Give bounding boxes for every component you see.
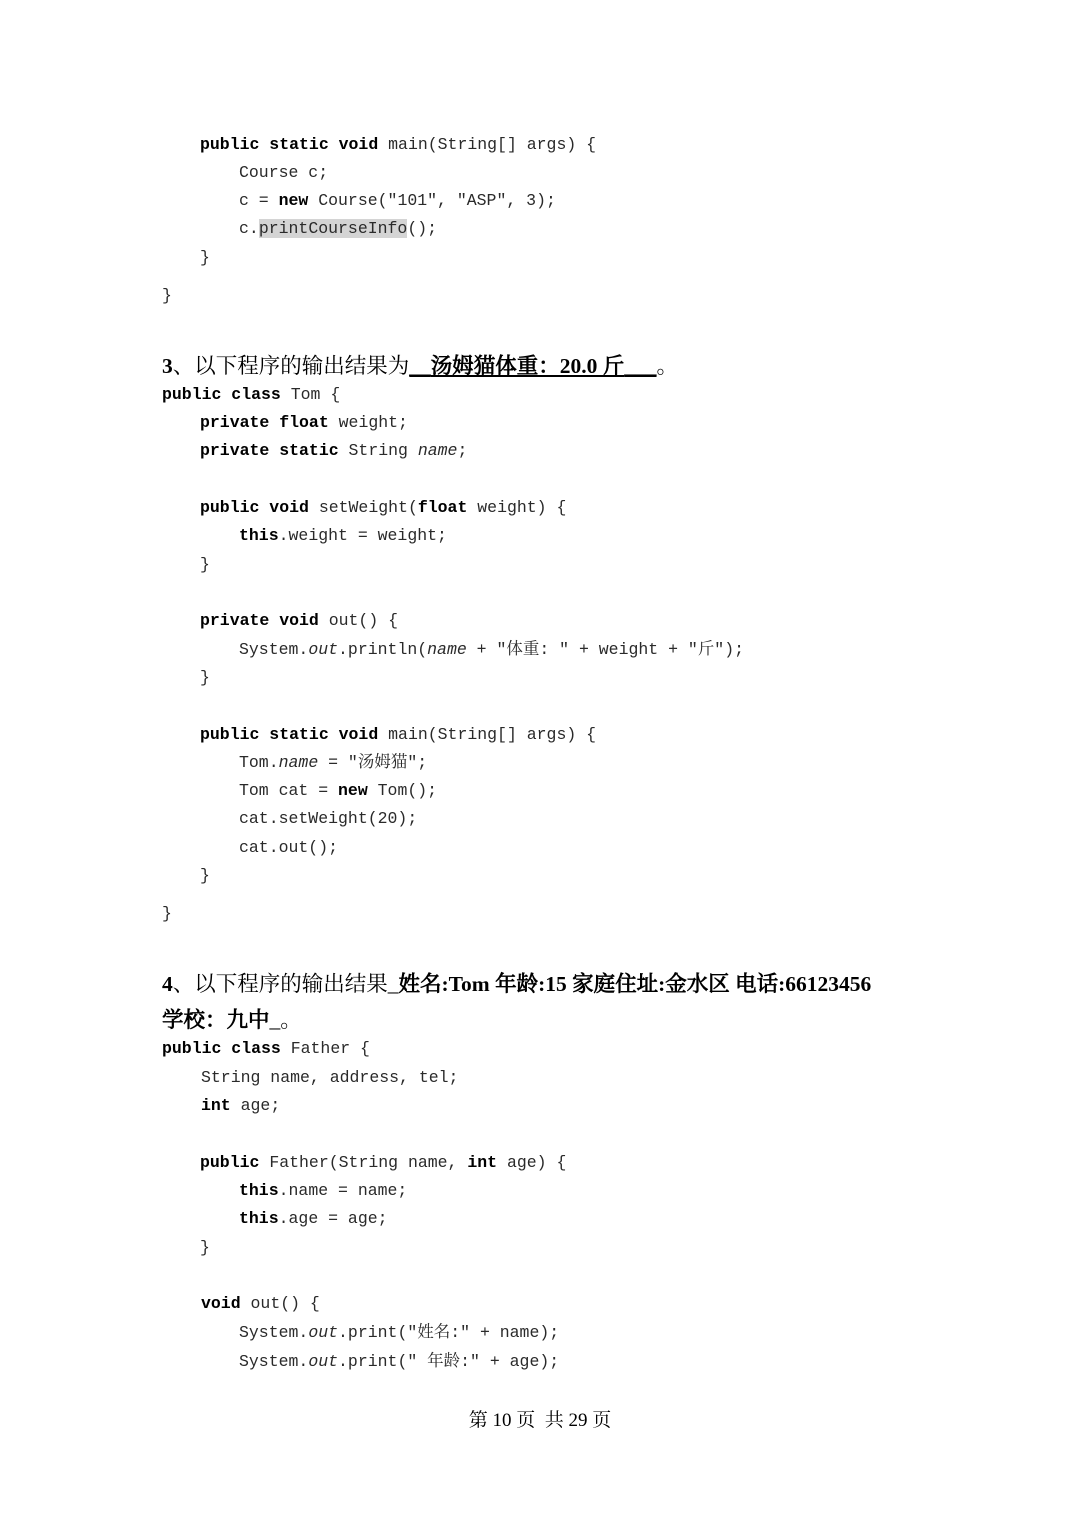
- code-text: System.: [239, 640, 309, 659]
- code-text: .print("姓名:" + name);: [338, 1323, 560, 1342]
- code-text: .name = name;: [278, 1181, 408, 1200]
- code-text: System.: [239, 1323, 309, 1342]
- answer-blank: ___: [624, 354, 657, 378]
- code-keyword: private float: [200, 413, 329, 432]
- code-text: Course c;: [239, 163, 329, 182]
- code-text: ;: [457, 441, 468, 460]
- code-keyword: int: [467, 1153, 498, 1172]
- code-line: [200, 135, 596, 155]
- code-text: weight) {: [467, 498, 567, 517]
- question-number: 3: [162, 354, 173, 378]
- code-text: .age = age;: [278, 1209, 388, 1228]
- code-keyword: void: [201, 1294, 241, 1313]
- code-line: [239, 1209, 388, 1229]
- question-3-heading: [162, 352, 678, 380]
- code-line: [162, 385, 340, 405]
- code-text: main(String[] args) {: [378, 725, 597, 744]
- code-line: [239, 1352, 559, 1372]
- code-text: ();: [407, 219, 438, 238]
- code-line: [239, 1323, 559, 1343]
- code-line: [239, 219, 437, 239]
- code-line: [200, 441, 467, 461]
- code-static-field: out: [308, 1323, 339, 1342]
- code-text: Tom {: [280, 385, 341, 404]
- code-keyword: public static void: [200, 725, 379, 744]
- code-text: c =: [239, 191, 279, 210]
- code-line: [200, 725, 596, 745]
- code-text: weight;: [328, 413, 408, 432]
- code-line: [200, 611, 398, 631]
- code-text: + "体重: " + weight + "斤");: [466, 640, 745, 659]
- code-line: [239, 1181, 407, 1201]
- code-keyword: new: [338, 781, 368, 800]
- code-static-field: out: [308, 640, 339, 659]
- code-keyword: public: [200, 1153, 260, 1172]
- code-line: [200, 1238, 210, 1258]
- code-text: }: [200, 866, 210, 885]
- code-text: out() {: [240, 1294, 320, 1313]
- code-text: Tom cat =: [239, 781, 339, 800]
- code-line: [162, 1039, 370, 1059]
- code-keyword: public class: [162, 1039, 281, 1058]
- code-keyword: public class: [162, 385, 281, 404]
- code-static-field: name: [417, 441, 458, 460]
- code-line: [200, 248, 210, 268]
- code-text: String name, address, tel;: [201, 1068, 459, 1087]
- code-line: [239, 526, 447, 546]
- question-answer: 汤姆猫体重：20.0 斤: [430, 354, 625, 378]
- code-line: [239, 781, 437, 801]
- code-line: [162, 286, 172, 306]
- code-text: age;: [230, 1096, 281, 1115]
- code-highlight: printCourseInfo: [258, 219, 408, 238]
- code-line: [200, 555, 210, 575]
- code-line: [239, 809, 417, 829]
- code-text: Father {: [280, 1039, 370, 1058]
- code-line: [201, 1096, 280, 1116]
- code-text: Tom.: [239, 753, 279, 772]
- code-text: }: [200, 1238, 210, 1257]
- code-line: [200, 866, 210, 886]
- code-static-field: name: [427, 640, 467, 659]
- code-text: .print(" 年龄:" + age);: [338, 1352, 560, 1371]
- code-keyword: public void: [200, 498, 309, 517]
- code-keyword: this: [239, 1209, 279, 1228]
- code-keyword: float: [417, 498, 468, 517]
- question-4-heading: [162, 970, 871, 998]
- code-line: [201, 1068, 458, 1088]
- code-line: [200, 1153, 566, 1173]
- code-line: [239, 838, 338, 858]
- question-answer: 姓名:Tom 年龄:15 家庭住址:金水区 电话:66123456: [398, 972, 872, 996]
- code-text: .weight = weight;: [278, 526, 447, 545]
- code-keyword: private void: [200, 611, 319, 630]
- question-suffix: 。: [280, 1008, 302, 1032]
- code-line: [239, 640, 744, 660]
- page-footer: 第 10 页 共 29 页: [468, 1410, 612, 1431]
- code-line: [200, 498, 566, 518]
- code-keyword: this: [239, 1181, 279, 1200]
- code-line: [239, 191, 556, 211]
- code-line: [239, 163, 328, 183]
- code-text: cat.out();: [239, 838, 339, 857]
- answer-blank: _: [269, 1008, 281, 1032]
- code-text: .println(: [338, 640, 428, 659]
- code-line: [200, 413, 408, 433]
- code-keyword: private static: [200, 441, 339, 460]
- code-static-field: out: [308, 1352, 339, 1371]
- code-text: = "汤姆猫";: [318, 753, 428, 772]
- code-text: age) {: [497, 1153, 567, 1172]
- code-keyword: int: [201, 1096, 231, 1115]
- code-line: [162, 904, 172, 924]
- question-prefix: 、以下程序的输出结果_: [172, 972, 399, 996]
- code-text: Course("101", "ASP", 3);: [308, 191, 556, 210]
- code-text: }: [200, 248, 210, 267]
- code-static-field: name: [278, 753, 319, 772]
- code-text: String: [338, 441, 418, 460]
- code-line: [200, 668, 210, 688]
- code-line: [239, 753, 427, 773]
- code-keyword: new: [278, 191, 309, 210]
- code-text: }: [162, 904, 172, 923]
- code-text: System.: [239, 1352, 309, 1371]
- code-text: Father(String name,: [259, 1153, 468, 1172]
- code-keyword: public static void: [200, 135, 379, 154]
- code-text: c.: [239, 219, 259, 238]
- code-keyword: this: [239, 526, 279, 545]
- code-text: }: [200, 668, 210, 687]
- code-text: }: [162, 286, 172, 305]
- code-text: out() {: [318, 611, 399, 630]
- code-text: cat.setWeight(20);: [239, 809, 418, 828]
- question-suffix: 。: [656, 354, 679, 378]
- code-text: main(String[] args) {: [378, 135, 597, 154]
- question-answer-continued: 学校：九中: [162, 1008, 270, 1032]
- question-prefix: 、以下程序的输出结果为: [172, 354, 410, 378]
- code-line: [201, 1294, 320, 1314]
- answer-blank: __: [409, 354, 431, 378]
- code-text: setWeight(: [308, 498, 418, 517]
- question-number: 4: [162, 972, 173, 996]
- question-4-heading-line2: [162, 1006, 302, 1034]
- code-text: Tom();: [367, 781, 438, 800]
- code-text: }: [200, 555, 210, 574]
